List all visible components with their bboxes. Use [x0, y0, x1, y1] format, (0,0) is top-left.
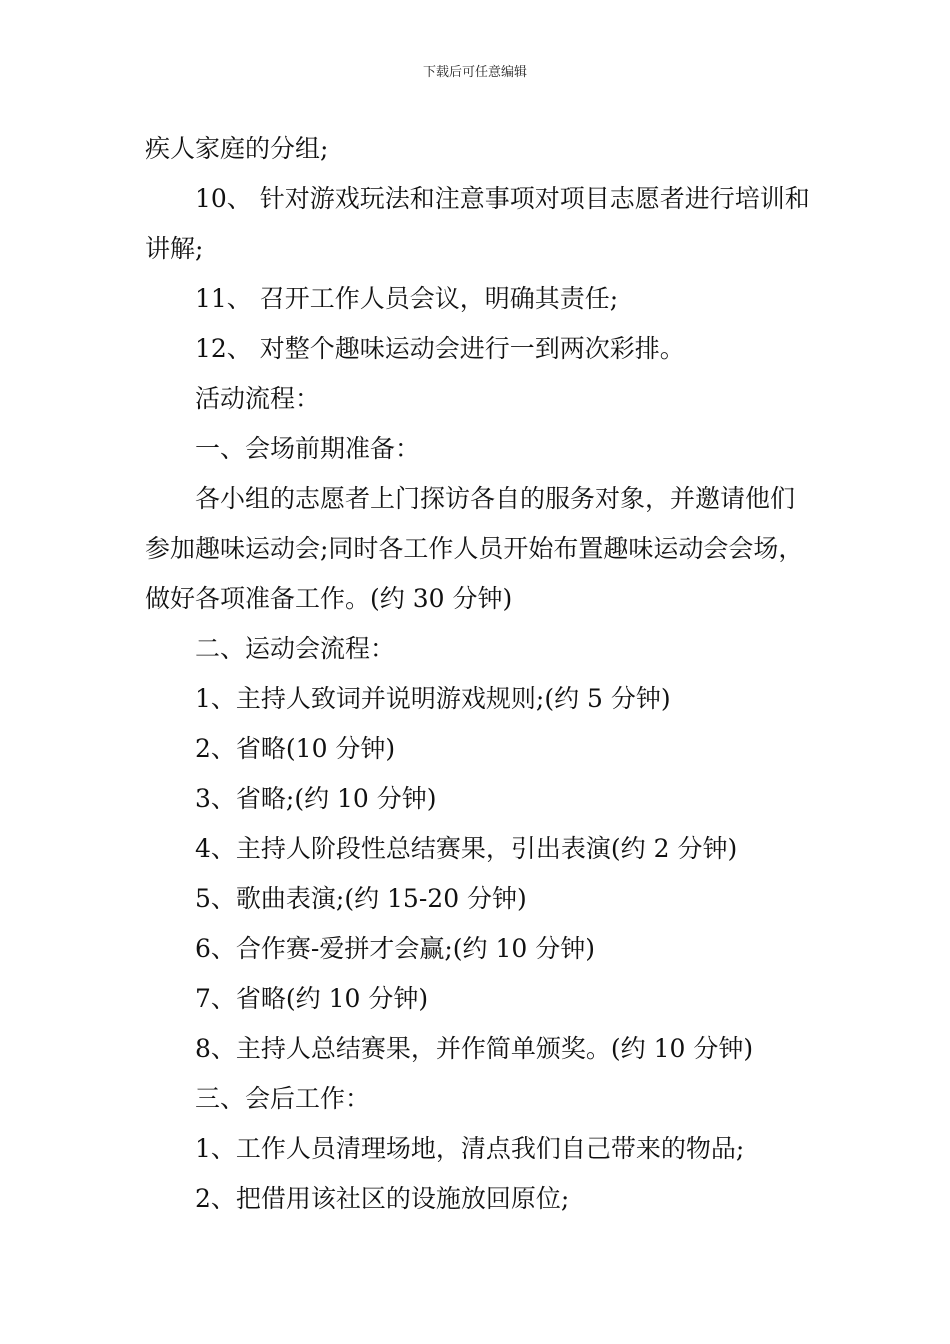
section-heading-games-flow: 二、运动会流程： [195, 634, 396, 663]
list-item-flow-8: 8、主持人总结赛果，并作简单颁奖。(约 10 分钟) [195, 1034, 754, 1063]
list-item-after-2: 2、把借用该社区的设施放回原位; [195, 1184, 570, 1213]
paragraph-continuation: 疾人家庭的分组; [145, 134, 329, 163]
list-item-flow-4: 4、主持人阶段性总结赛果，引出表演(约 2 分钟) [195, 834, 738, 863]
section-heading-after-work: 三、会后工作： [195, 1084, 371, 1113]
list-item-flow-6: 6、合作赛-爱拼才会赢;(约 10 分钟) [195, 934, 595, 963]
page-header: 下载后可任意编辑 [422, 65, 527, 80]
document-body [145, 124, 810, 1224]
paragraph-preparation: 各小组的志愿者上门探访各自的服务对象，并邀请他们参加趣味运动会;同时各工作人员开始布置趣味运动会会场，做好各项准备工作。(约 30 分钟) [145, 484, 804, 613]
paragraph-item-11: 11、 召开工作人员会议，明确其责任; [195, 284, 619, 313]
list-item-flow-1: 1、主持人致词并说明游戏规则;(约 5 分钟) [195, 684, 671, 713]
list-item-flow-2: 2、省略(10 分钟) [195, 734, 396, 763]
paragraph-item-10: 10、 针对游戏玩法和注意事项对项目志愿者进行培训和讲解; [145, 184, 810, 263]
list-item-flow-7: 7、省略(约 10 分钟) [195, 984, 429, 1013]
paragraph-item-12: 12、 对整个趣味运动会进行一到两次彩排。 [195, 334, 685, 363]
section-heading-preparation: 一、会场前期准备： [195, 434, 421, 463]
list-item-after-1: 1、工作人员清理场地，清点我们自己带来的物品; [195, 1134, 745, 1163]
list-item-flow-3: 3、省略;(约 10 分钟) [195, 784, 437, 813]
section-heading-activity-flow: 活动流程： [195, 384, 321, 413]
list-item-flow-5: 5、歌曲表演;(约 15-20 分钟) [195, 884, 527, 913]
